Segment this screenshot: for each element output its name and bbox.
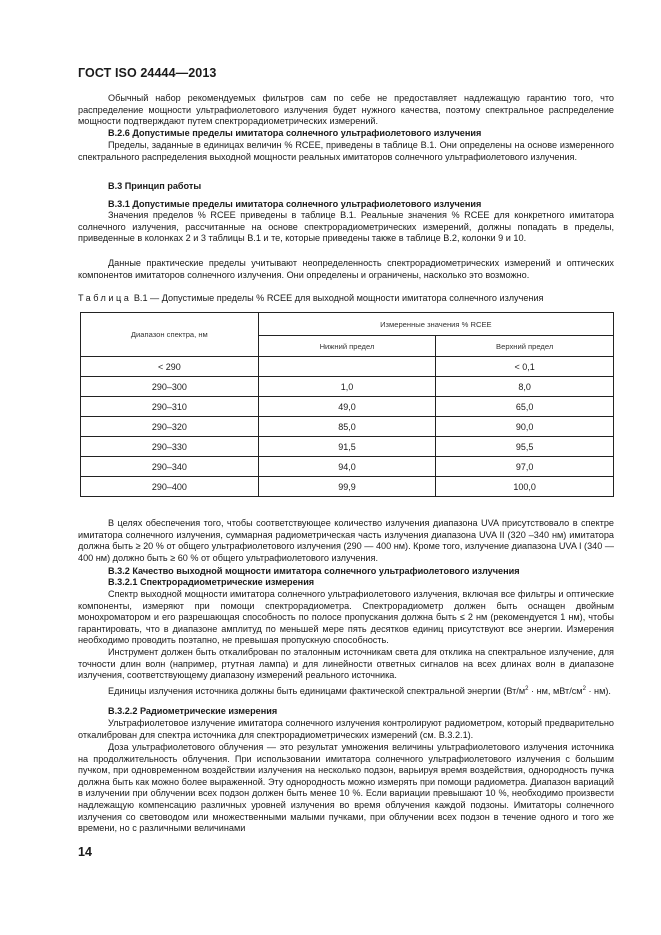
- cell-upper: 90,0: [436, 417, 614, 437]
- cell-lower: 49,0: [258, 397, 436, 417]
- rcee-limits-table: [80, 312, 614, 497]
- paragraph-dose: Доза ультрафиолетового облучения — это результат умножения величины ультрафиолетового излучения источника на продолжительность облучения. При использовании имитатора солнечного ультрафиолетового излучения с большим пучком, при одновременном воздействии излучения на несколько подзон, варьируя время воздействия, однородность пучка должна быть как можно более выраженной. Эту однородность можно измерять при помощи радиометра. Диапазон вариаций в излучении при облучении всех подзон должен быть менее 10 %. Если вариации превышают 10 %, необходимо произвести надлежащую компенсацию различных уровней излучения во время облучения каждой подзоны. Имитаторы солнечного излучения со световодом или множественными малыми пучками, при облучении всех подзон в течение одного и того же времени, но с различными величинами: [78, 742, 614, 834]
- cell-range: 290–400: [81, 477, 259, 497]
- paragraph-uva: В целях обеспечения того, чтобы соответствующее количество излучения диапазона UVA присутствовало в спектре имитатора солнечного излучения, суммарная радиометрическая часть излучения диапазона UVA II (320 –340 нм) имитатора должна быть ≥ 20 % от общего ультрафиолетового излучения (290 — 400 нм). Кроме того, излучение диапазона UVA I (340 — 400 нм) должно быть ≥ 60 % от общего ультрафиолетового излучения.: [78, 518, 614, 563]
- col-header-upper: Верхний предел: [436, 336, 614, 357]
- paragraph-radiometer: Ультрафиолетовое излучение имитатора солнечного излучения контролируют радиометром, который предварительно откалиброван для спектра источника для спектрорадиометрических измерений (см. B.3.2.1).: [78, 718, 614, 740]
- units-text-c: · нм).: [585, 686, 611, 697]
- units-text-b: · нм, мВт/см: [528, 686, 583, 697]
- col-header-range: Диапазон спектра, нм: [81, 313, 259, 357]
- cell-upper: 8,0: [436, 377, 614, 397]
- cell-range: 290–320: [81, 417, 259, 437]
- col-header-measured: Измеренные значения % RCEE: [258, 313, 613, 336]
- table-row: [81, 357, 614, 377]
- heading-b321: B.3.2.1 Спектрорадиометрические измерения: [108, 577, 315, 587]
- table-row: [81, 377, 614, 397]
- cell-lower: 91,5: [258, 437, 436, 457]
- col-header-lower: Нижний предел: [258, 336, 436, 357]
- units-sup-1: 2: [525, 686, 529, 692]
- table-caption-text: B.1 — Допустимые пределы % RCEE для выходной мощности имитатора солнечного излучения: [133, 293, 544, 303]
- cell-lower: [258, 357, 436, 377]
- table-row: [81, 437, 614, 457]
- heading-b31: B.3.1 Допустимые пределы имитатора солнечного ультрафиолетового излучения: [108, 199, 482, 209]
- paragraph-limit-values: Значения пределов % RCEE приведены в таблице B.1. Реальные значения % RCEE для конкретного имитатора солнечного излучения, рассчитанные на основе спектрорадиометрических измерений, должны попадать в пределы, приведенные в колонках 2 и 3 таблицы B.1 и те, которые приведены также в таблице B.2, колонки 9 и 10.: [78, 210, 614, 244]
- cell-upper: < 0,1: [436, 357, 614, 377]
- cell-range: 290–300: [81, 377, 259, 397]
- cell-lower: 94,0: [258, 457, 436, 477]
- cell-range: 290–310: [81, 397, 259, 417]
- table-row: [81, 397, 614, 417]
- cell-upper: 95,5: [436, 437, 614, 457]
- units-text-a: Единицы излучения источника должны быть единицами фактической спектральной энергии (Вт/м: [108, 686, 526, 697]
- cell-upper: 65,0: [436, 397, 614, 417]
- cell-lower: 85,0: [258, 417, 436, 437]
- paragraph-practical-limits: Данные практические пределы учитывают неопределенность спектрорадиометрических измерений и оптических компонентов имитаторов солнечного излучения. Они определены и ограничены, насколько это возможно.: [78, 258, 614, 280]
- cell-upper: 97,0: [436, 457, 614, 477]
- heading-b26: B.2.6 Допустимые пределы имитатора солнечного ультрафиолетового излучения: [108, 128, 482, 138]
- cell-range: 290–330: [81, 437, 259, 457]
- paragraph-limits: Пределы, заданные в единицах величин % RCEE, приведены в таблице B.1. Они определены на основе измеренного спектрального распределения выходной мощности реальных имитаторов солнечного ультрафиолетового излучения.: [78, 140, 614, 162]
- cell-upper: 100,0: [436, 477, 614, 497]
- cell-lower: 1,0: [258, 377, 436, 397]
- cell-range: 290–340: [81, 457, 259, 477]
- table-caption-prefix: Таблица: [78, 293, 132, 303]
- table-caption: [78, 293, 614, 303]
- document-header: ГОСТ ISO 24444—2013: [78, 66, 217, 80]
- page-number: 14: [78, 845, 92, 859]
- table-row: [81, 457, 614, 477]
- paragraph-spectroradiometer: Спектр выходной мощности имитатора солнечного ультрафиолетового излучения, включая все фильтры и оптические компоненты, измеряют при помощи спектрорадиометра. Спектрорадиометр должен быть оснащен двойным монохроматором и его разрешающая способность по полосе пропускания должна быть ≤ 2 нм (рекомендуется 1 нм), чтобы гарантировать, что в диапазоне амплитуд по меньшей мере пять десятков единиц присутствуют все энергии. Измерения необходимо проводить поэтапно, не превышая пропускную способность.: [78, 589, 614, 646]
- table-row: [81, 417, 614, 437]
- paragraph-calibration: Инструмент должен быть откалиброван по эталонным источникам света для отклика на спектральное излучение, для точности длин волн (например, ртутная лампа) и для линейности ответных сигналов на всех длинах волн в диапазоне излучения, соответствующему диапазону измерений реального источника.: [78, 647, 614, 681]
- paragraph-filters: Обычный набор рекомендуемых фильтров сам по себе не предоставляет надлежащую гарантию того, что распределение мощности ультрафиолетового излучения будет нужного качества, поэтому спектральное распределение мощности подтверждают путем спектрорадиометрических измерений.: [78, 93, 614, 127]
- table-row: [81, 477, 614, 497]
- cell-lower: 99,9: [258, 477, 436, 497]
- heading-b3: B.3 Принцип работы: [108, 181, 202, 191]
- cell-range: < 290: [81, 357, 259, 377]
- paragraph-units: [78, 684, 614, 698]
- heading-b32: B.3.2 Качество выходной мощности имитатора солнечного ультрафиолетового излучения: [108, 566, 520, 576]
- heading-b322: B.3.2.2 Радиометрические измерения: [108, 706, 278, 716]
- units-sup-2: 2: [582, 686, 586, 692]
